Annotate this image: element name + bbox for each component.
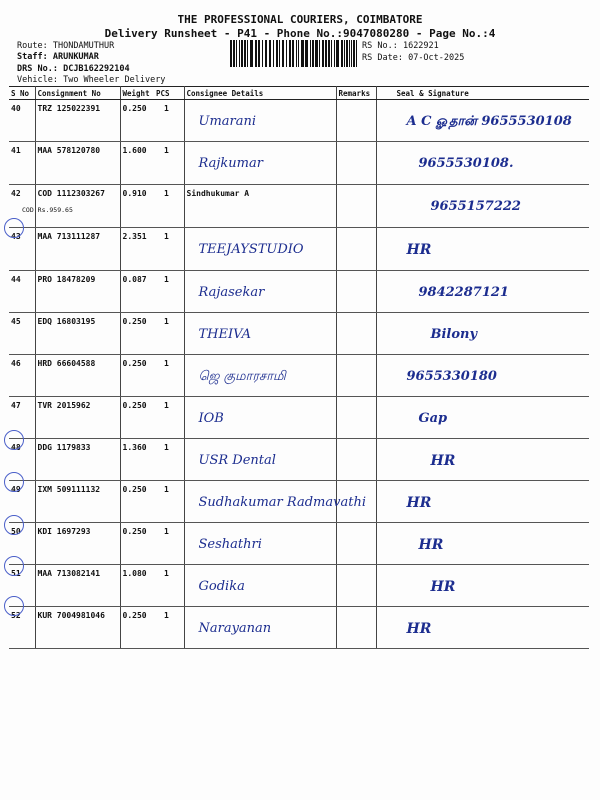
row-weight: 0.250 <box>120 313 154 355</box>
pen-circle-mark <box>4 556 24 576</box>
row-weight: 0.250 <box>120 397 154 439</box>
pen-circle-mark <box>4 515 24 535</box>
rs-date-value: 07-Oct-2025 <box>408 53 465 63</box>
row-consignee: USR Dental <box>184 439 336 481</box>
row-weight: 0.250 <box>120 481 154 523</box>
barcode-bar <box>331 40 332 67</box>
row-consignment: MAA 713111287 <box>35 228 120 271</box>
row-consignment: TVR 2015962 <box>35 397 120 439</box>
barcode-bar <box>301 40 304 67</box>
barcode-bar <box>255 40 257 67</box>
row-sno: 46 <box>9 355 35 397</box>
row-consignee: Rajasekar <box>184 271 336 313</box>
barcode-bar <box>328 40 330 67</box>
col-consignment: Consignment No <box>35 87 120 100</box>
row-remarks <box>336 481 376 523</box>
row-pcs: 1 <box>154 100 184 142</box>
row-weight: 0.087 <box>120 271 154 313</box>
barcode-image <box>230 40 358 67</box>
barcode-bar <box>265 40 267 67</box>
barcode-bar <box>233 40 235 67</box>
row-sno: 52 <box>9 607 35 649</box>
row-consignee: Godika <box>184 565 336 607</box>
barcode-bar <box>334 40 335 67</box>
rs-no-value: 1622921 <box>402 41 439 51</box>
route-line: Route: THONDAMUTHUR <box>17 41 115 51</box>
row-remarks <box>336 185 376 228</box>
row-sno: 40 <box>9 100 35 142</box>
row-signature: Gap <box>376 397 589 439</box>
row-remarks <box>336 228 376 271</box>
row-consignment: EDQ 16803195 <box>35 313 120 355</box>
row-weight: 1.600 <box>120 142 154 185</box>
table-row <box>9 607 589 649</box>
row-remarks <box>336 271 376 313</box>
barcode-bar <box>289 40 291 67</box>
page-title: THE PROFESSIONAL COURIERS, COIMBATORE <box>177 13 423 26</box>
drs-line: DRS No.: DCJB162292104 <box>17 64 130 74</box>
table-row <box>9 271 589 313</box>
row-remarks <box>336 607 376 649</box>
barcode-bar <box>312 40 314 67</box>
row-consignment: KDI 1697293 <box>35 523 120 565</box>
row-signature: HR <box>376 565 589 607</box>
barcode-bar <box>262 40 263 67</box>
row-pcs: 1 <box>154 439 184 481</box>
row-consignment: DDG 1179833 <box>35 439 120 481</box>
row-weight: 0.250 <box>120 607 154 649</box>
row-consignment: PRO 18478209 <box>35 271 120 313</box>
staff-value: ARUNKUMAR <box>52 52 99 62</box>
row-consignee: IOB <box>184 397 336 439</box>
row-signature: HR <box>376 523 589 565</box>
row-pcs: 1 <box>154 228 184 271</box>
row-sno: 47 <box>9 397 35 439</box>
row-consignee: Rajkumar <box>184 142 336 185</box>
barcode-bar <box>305 40 308 67</box>
row-pcs: 1 <box>154 481 184 523</box>
barcode-bar <box>282 40 284 67</box>
row-consignee: Sindhukumar A <box>184 185 336 228</box>
row-sno: 50 <box>9 523 35 565</box>
row-consignee: Sudhakumar Radmavathi <box>184 481 336 523</box>
row-consignee: Umarani <box>184 100 336 142</box>
row-weight: 0.250 <box>120 523 154 565</box>
row-remarks <box>336 355 376 397</box>
row-weight: 0.250 <box>120 100 154 142</box>
barcode-bar <box>244 40 246 67</box>
row-consignment: COD 1112303267 <box>35 185 120 228</box>
row-consignee: Seshathri <box>184 523 336 565</box>
barcode-bar <box>346 40 348 67</box>
row-sno: 48 <box>9 439 35 481</box>
table-row <box>9 397 589 439</box>
drs-value: DCJB162292104 <box>63 64 130 74</box>
row-signature: HR <box>376 228 589 271</box>
row-sno: 44 <box>9 271 35 313</box>
rs-no-line: RS No.: 1622921 <box>362 41 439 51</box>
row-weight: 0.910 <box>120 185 154 228</box>
pen-circle-mark <box>4 596 24 616</box>
row-consignment: TRZ 125022391 <box>35 100 120 142</box>
row-pcs: 1 <box>154 523 184 565</box>
barcode-bar <box>250 40 253 67</box>
row-signature: HR <box>376 481 589 523</box>
pen-circle-mark <box>4 472 24 492</box>
vehicle-line: Vehicle: Two Wheeler Delivery <box>17 75 166 85</box>
col-weight: Weight <box>120 87 154 100</box>
cod-note: COD Rs.959.65 <box>22 206 73 214</box>
row-consignment: IXM 509111132 <box>35 481 120 523</box>
row-pcs: 1 <box>154 397 184 439</box>
barcode-bar <box>239 40 240 67</box>
row-pcs: 1 <box>154 142 184 185</box>
barcode-bar <box>247 40 248 67</box>
row-signature: HR <box>376 607 589 649</box>
row-consignee: THEIVA <box>184 313 336 355</box>
barcode-bar <box>241 40 243 67</box>
pen-circle-mark <box>4 430 24 450</box>
row-remarks <box>336 142 376 185</box>
row-sno: 43 <box>9 228 35 271</box>
row-consignee: TEEJAYSTUDIO <box>184 228 336 271</box>
table-row <box>9 100 589 142</box>
table-row <box>9 313 589 355</box>
barcode-bar <box>276 40 278 67</box>
row-weight: 0.250 <box>120 355 154 397</box>
col-consignee: Consignee Details <box>184 87 336 100</box>
row-weight: 1.360 <box>120 439 154 481</box>
row-remarks <box>336 523 376 565</box>
row-consignment: KUR 7004981046 <box>35 607 120 649</box>
page-subtitle: Delivery Runsheet - P41 - Phone No.:9047080280 - Page No.:4 <box>104 27 496 40</box>
row-signature: 9655330180 <box>376 355 589 397</box>
row-signature: HR <box>376 439 589 481</box>
vehicle-value: Two Wheeler Delivery <box>63 75 166 85</box>
barcode-bar <box>325 40 327 67</box>
row-remarks <box>336 565 376 607</box>
table-header-row <box>9 87 589 100</box>
row-consignment: HRD 66604588 <box>35 355 120 397</box>
barcode-bar <box>344 40 345 67</box>
barcode-bar <box>349 40 350 67</box>
barcode-bar <box>279 40 280 67</box>
row-pcs: 1 <box>154 607 184 649</box>
table-row <box>9 481 589 523</box>
barcode-bar <box>298 40 299 67</box>
barcode-bar <box>351 40 352 67</box>
barcode-bar <box>269 40 271 67</box>
table-row <box>9 185 589 228</box>
table-row <box>9 523 589 565</box>
col-remarks: Remarks <box>336 87 376 100</box>
barcode-bar <box>356 40 357 67</box>
barcode-bar <box>315 40 318 67</box>
barcode-bar <box>296 40 297 67</box>
barcode-bar <box>286 40 287 67</box>
row-signature: A C ௐதான் 9655530108 <box>376 100 589 142</box>
row-sno: 51 <box>9 565 35 607</box>
barcode-bar <box>353 40 355 67</box>
table-row <box>9 228 589 271</box>
row-pcs: 1 <box>154 185 184 228</box>
barcode-bar <box>336 40 339 67</box>
barcode-bar <box>236 40 237 67</box>
staff-line: Staff: ARUNKUMAR <box>17 52 99 62</box>
col-signature: Seal & Signature <box>376 87 589 100</box>
row-consignment: MAA 713082141 <box>35 565 120 607</box>
row-pcs: 1 <box>154 271 184 313</box>
row-signature: 9842287121 <box>376 271 589 313</box>
table-row <box>9 355 589 397</box>
row-consignment: MAA 578120780 <box>35 142 120 185</box>
row-sno: 42 <box>9 185 35 228</box>
barcode-bar <box>258 40 260 67</box>
col-pcs: PCS <box>154 87 184 100</box>
barcode-bar <box>310 40 311 67</box>
table-row <box>9 142 589 185</box>
runsheet-table <box>9 86 589 649</box>
row-sno: 45 <box>9 313 35 355</box>
pen-circle-mark <box>4 218 24 238</box>
row-remarks <box>336 100 376 142</box>
route-value: THONDAMUTHUR <box>52 41 115 51</box>
row-weight: 2.351 <box>120 228 154 271</box>
rs-date-line: RS Date: 07-Oct-2025 <box>362 53 465 63</box>
row-weight: 1.080 <box>120 565 154 607</box>
row-sno: 49 <box>9 481 35 523</box>
barcode-bar <box>273 40 274 67</box>
row-consignee: Narayanan <box>184 607 336 649</box>
row-consignee: ஜெ குமாரசாமி <box>184 355 336 397</box>
row-signature: Bilony <box>376 313 589 355</box>
row-pcs: 1 <box>154 565 184 607</box>
row-signature: 9655530108. <box>376 142 589 185</box>
row-remarks <box>336 439 376 481</box>
row-pcs: 1 <box>154 355 184 397</box>
barcode-bar <box>230 40 232 67</box>
table-row <box>9 439 589 481</box>
row-pcs: 1 <box>154 313 184 355</box>
barcode-bar <box>292 40 294 67</box>
col-sno: S No <box>9 87 35 100</box>
row-remarks <box>336 313 376 355</box>
row-remarks <box>336 397 376 439</box>
barcode-bar <box>322 40 324 67</box>
row-signature: 9655157222 <box>376 185 589 228</box>
barcode-bar <box>341 40 343 67</box>
barcode-bar <box>319 40 320 67</box>
table-row <box>9 565 589 607</box>
row-sno: 41 <box>9 142 35 185</box>
